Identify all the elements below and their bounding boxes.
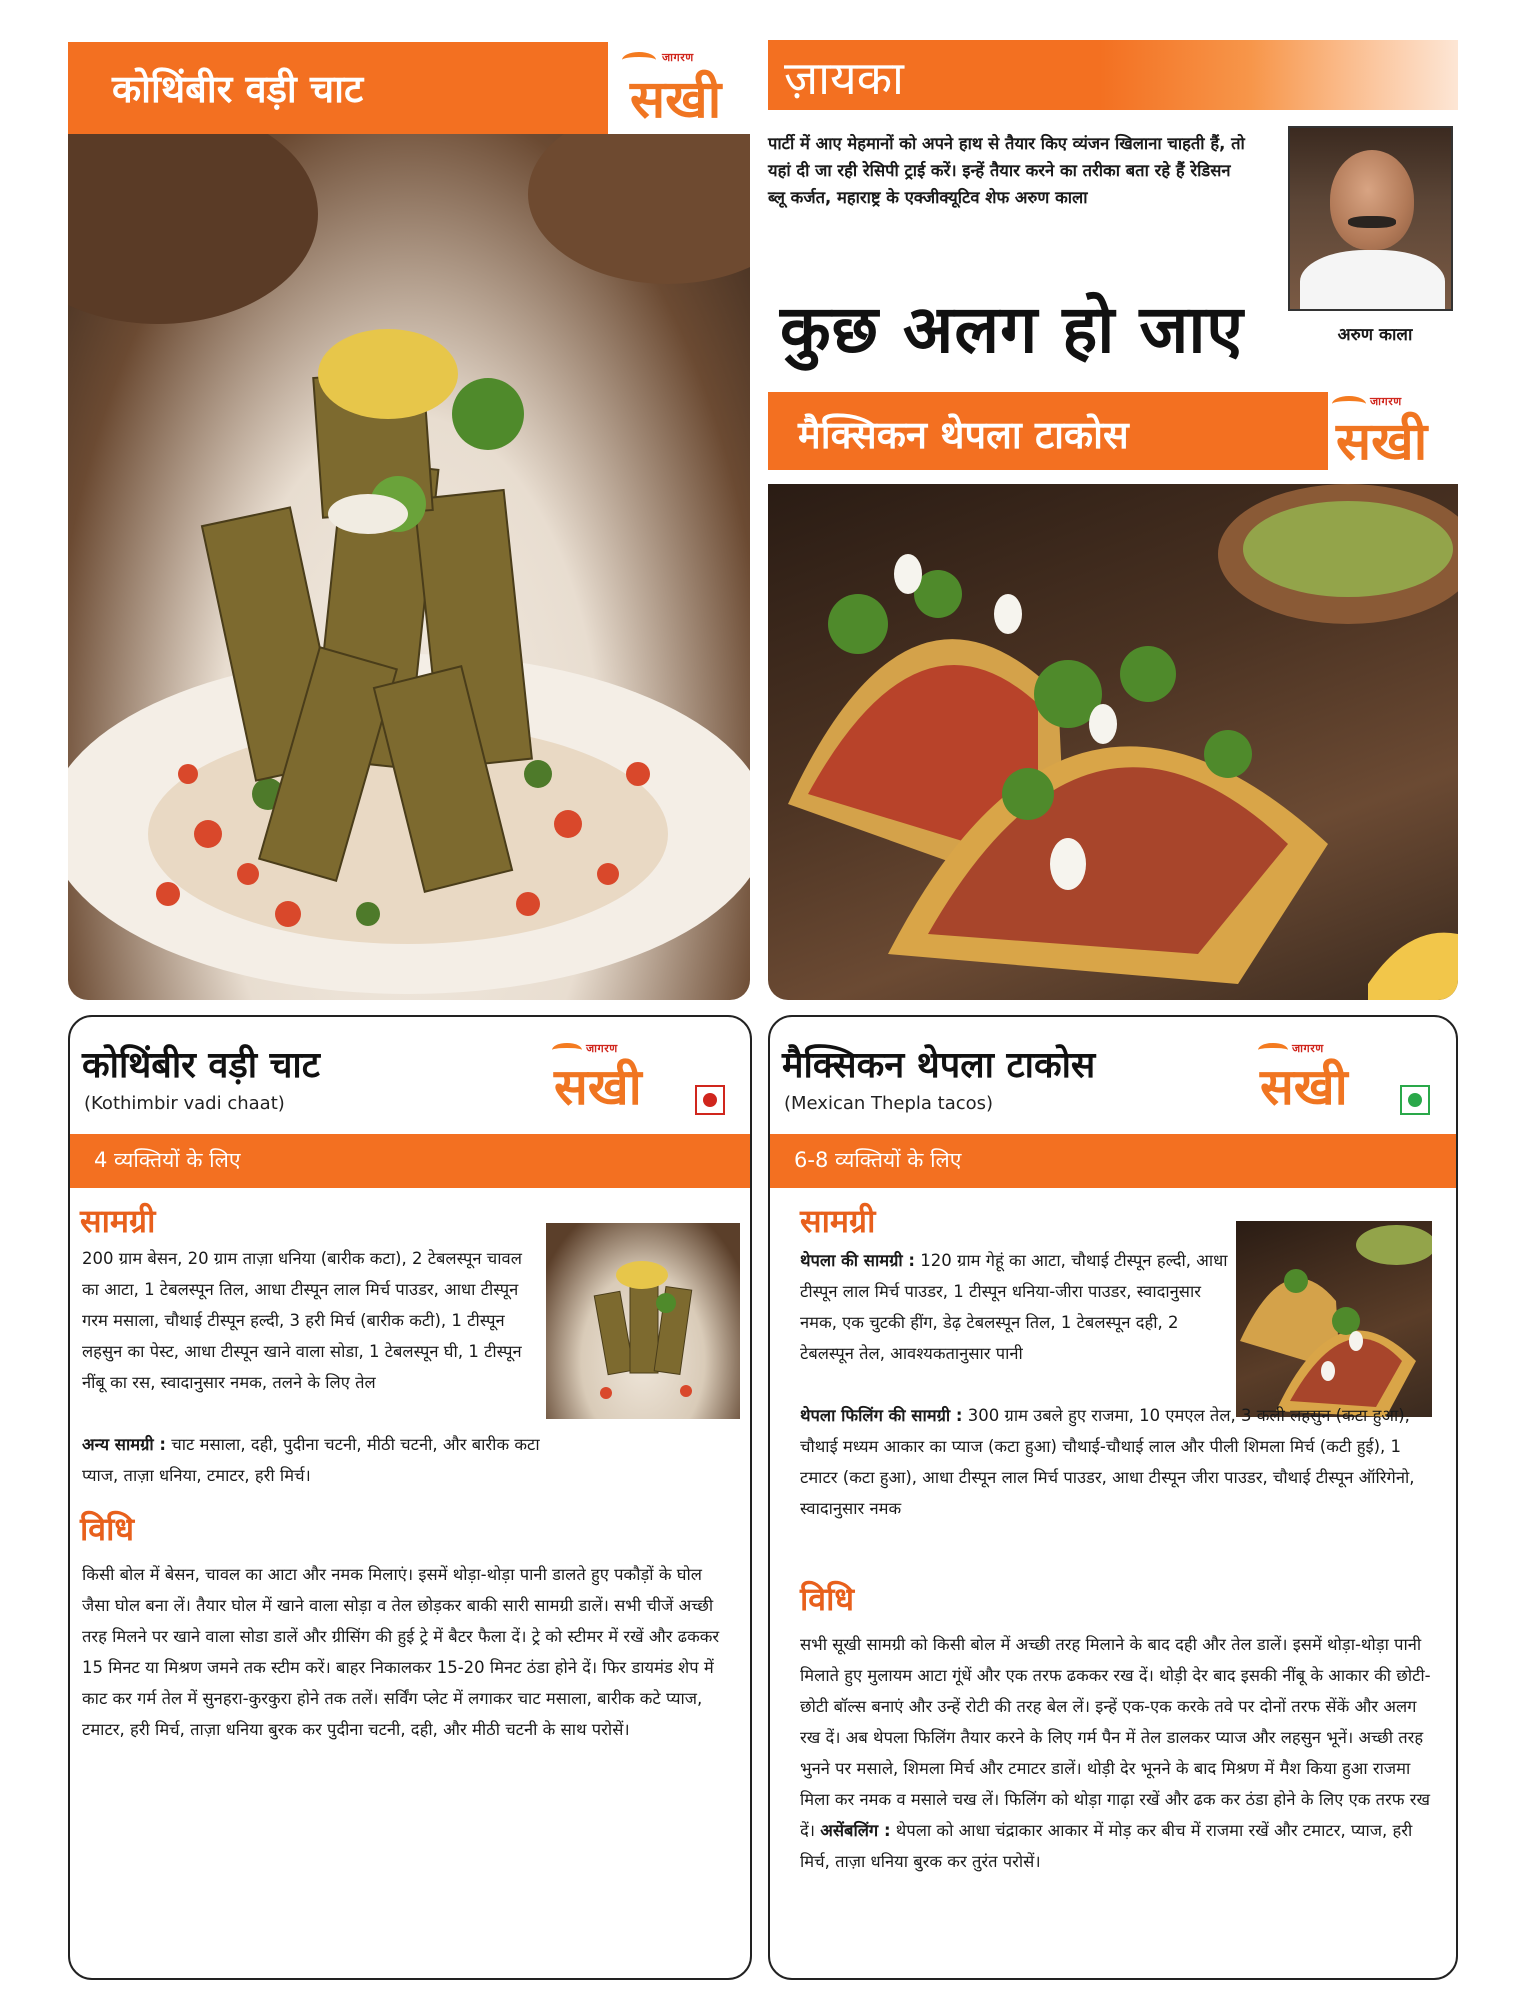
non-veg-mark-icon bbox=[695, 1085, 725, 1115]
serves-bar bbox=[770, 1134, 1456, 1188]
chef-photo bbox=[1288, 126, 1453, 311]
sakhi-logo-mid bbox=[1328, 388, 1458, 474]
other-ingredients-text: चाट मसाला, दही, पुदीना चटनी, मीठी चटनी, और बारीक कटा प्याज, ताज़ा धनिया, टमाटर, हरी मिर्च। bbox=[82, 1435, 540, 1485]
logo-small-text: जागरण bbox=[1370, 395, 1402, 408]
chef-caption: अरुण काला bbox=[1337, 325, 1413, 345]
method-heading: विधि bbox=[800, 1580, 855, 1618]
thepla-label: थेपला की सामग्री : bbox=[800, 1251, 916, 1270]
jaayka-banner bbox=[768, 40, 1458, 110]
filling-text: 300 ग्राम उबले हुए राजमा, 10 एमएल तेल, 3 कली लहसुन (कटा हुआ), चौथाई मध्यम आकार का प्याज (कटा हुआ) चौथाई-चौथाई लाल और पीली शिमला मिर्च (कटी हुई), 1 टमाटर (कटा हुआ), आधा टीस्पून लाल मिर्च पाउडर, आधा टीस्पून जीरा पाउडर, चौथाई टीस्पून ऑरिगेनो, स्वादानुसार नमक bbox=[800, 1406, 1415, 1518]
tacos-photo bbox=[768, 484, 1458, 1000]
other-ingredients-label: अन्य सामग्री : bbox=[82, 1435, 167, 1454]
intro-text: पार्टी में आए मेहमानों को अपने हाथ से तैयार किए व्यंजन खिलाना चाहती हैं, तो यहां दी जा रही रेसिपी ट्राई करें। इन्हें तैयार करने का तरीका बता रहे हैं रेडिसन ब्लू कर्जत, महाराष्ट्र के एक्जीक्यूटिव शेफ अरुण काला bbox=[768, 134, 1245, 207]
filling-label: थेपला फिलिंग की सामग्री : bbox=[800, 1406, 963, 1425]
other-ingredients bbox=[82, 1429, 542, 1491]
jaayka-title: ज़ायका bbox=[784, 51, 904, 105]
mid-banner bbox=[768, 392, 1328, 470]
tacos-thumbnail bbox=[1236, 1221, 1432, 1417]
assembly-label: असेंबलिंग : bbox=[820, 1821, 891, 1840]
sakhi-logo bbox=[612, 42, 752, 134]
recipe-title: मैक्सिकन थेपला टाकोस bbox=[782, 1045, 1096, 1086]
banner-title: कोथिंबीर वड़ी चाट bbox=[112, 67, 364, 111]
method-text bbox=[800, 1629, 1440, 1877]
recipe-subtitle: (Mexican Thepla tacos) bbox=[784, 1093, 994, 1114]
recipe-card-tacos bbox=[768, 1015, 1458, 1980]
ingredients-text: 200 ग्राम बेसन, 20 ग्राम ताज़ा धनिया (बारीक कटा), 2 टेबलस्पून चावल का आटा, 1 टेबलस्पून तिल, आधा टीस्पून लाल मिर्च पाउडर, आधा टीस्पून गरम मसाला, चौथाई टीस्पून हल्दी, 3 हरी मिर्च (बारीक कटी), 1 टीस्पून लहसुन का पेस्ट, आधा टीस्पून खाने वाला सोडा, 1 टेबलस्पून घी, 1 टीस्पून नींबू का रस, स्वादानुसार नमक, तलने के लिए तेल bbox=[82, 1249, 522, 1392]
ingredients-heading: सामग्री bbox=[80, 1202, 156, 1240]
chaat-thumbnail bbox=[546, 1223, 740, 1419]
logo-small-text: जागरण bbox=[586, 1042, 618, 1055]
thepla-ingredients bbox=[800, 1245, 1228, 1369]
ingredients-heading: सामग्री bbox=[800, 1202, 876, 1240]
sakhi-logo-card bbox=[550, 1029, 680, 1125]
logo-small-text: जागरण bbox=[1292, 1042, 1324, 1055]
assembly-text: थेपला को आधा चंद्राकार आकार में मोड़ कर बीच में राजमा रखें और टमाटर, प्याज, हरी मिर्च, ताज़ा धनिया बुरक कर तुरंत परोसें। bbox=[800, 1821, 1413, 1871]
filling-ingredients bbox=[800, 1400, 1440, 1524]
chaat-photo bbox=[68, 134, 750, 1000]
serves-bar bbox=[70, 1134, 750, 1188]
method-text: किसी बोल में बेसन, चावल का आटा और नमक मिलाएं। इसमें थोड़ा-थोड़ा पानी डालते हुए पकौड़ों के घोल जैसा घोल बना लें। तैयार घोल में खाने वाला सोड़ा व तेल छोड़कर बाकी सारी सामग्री डालें। सभी चीजें अच्छी तरह मिलने पर खाने वाला सोडा डालें और ग्रीसिंग की हुई ट्रे में बैटर फैला दें। ट्रे को स्टीमर में रखें और ढककर 15 मिनट या मिश्रण जमने तक स्टीम करें। बाहर निकालकर 15-20 मिनट ठंडा होने दें। फिर डायमंड शेप में काट कर गर्म तेल में सुनहरा-कुरकुरा होने तक तलें। सर्विंग प्लेट में लगाकर चाट मसाला, बारीक कटे प्याज, टमाटर, हरी मिर्च, ताज़ा धनिया बुरक कर पुदीना चटनी, दही, और मीठी चटनी के साथ परोसें। bbox=[82, 1565, 720, 1739]
recipe-card-chaat bbox=[68, 1015, 752, 1980]
serves-text: 6-8 व्यक्तियों के लिए bbox=[794, 1148, 962, 1172]
headline: कुछ अलग हो जाए bbox=[780, 291, 1244, 368]
method-heading: विधि bbox=[80, 1510, 135, 1548]
mid-banner-title: मैक्सिकन थेपला टाकोस bbox=[798, 413, 1129, 457]
logo-text: सखी bbox=[1336, 411, 1428, 472]
serves-text: 4 व्यक्तियों के लिए bbox=[94, 1148, 241, 1172]
recipe-subtitle: (Kothimbir vadi chaat) bbox=[84, 1093, 285, 1114]
recipe-title: कोथिंबीर वड़ी चाट bbox=[82, 1045, 320, 1086]
logo-text: सखी bbox=[630, 69, 722, 130]
thepla-text: 120 ग्राम गेहूं का आटा, चौथाई टीस्पून हल्दी, आधा टीस्पून लाल मिर्च पाउडर, 1 टीस्पून धनिया-जीरा पाउडर, स्वादानुसार नमक, एक चुटकी हींग, डेढ़ टेबलस्पून तिल, 1 टेबलस्पून दही, 2 टेबलस्पून तेल, आवश्यकतानुसार पानी bbox=[800, 1251, 1228, 1363]
sakhi-logo-card bbox=[1256, 1029, 1386, 1125]
logo-small-text: जागरण bbox=[662, 51, 694, 64]
top-left-banner bbox=[68, 42, 608, 134]
logo-text: सखी bbox=[1260, 1057, 1348, 1116]
veg-mark-icon bbox=[1400, 1085, 1430, 1115]
method-text-body: सभी सूखी सामग्री को किसी बोल में अच्छी तरह मिलाने के बाद दही और तेल डालें। इसमें थोड़ा-थोड़ा पानी मिलाते हुए मुलायम आटा गूंधें और एक तरफ ढककर रख दें। थोड़ी देर बाद इसकी नींबू के आकार की छोटी-छोटी बॉल्स बनाएं और उन्हें रोटी की तरह बेल लें। इन्हें एक-एक करके तवे पर दोनों तरफ सेंकें और अलग रख दें। अब थेपला फिलिंग तैयार करने के लिए गर्म पैन में तेल डालकर प्याज और लहसुन भूनें। अच्छी तरह भुनने पर मसाले, शिमला मिर्च और टमाटर डालें। थोड़ी देर भूनने के बाद मिश्रण में मैश किया हुआ राजमा मिला कर नमक व मसाले चख लें। फिलिंग को थोड़ा गाढ़ा रखें और ढक कर ठंडा होने के लिए एक तरफ रख दें। bbox=[800, 1635, 1431, 1840]
logo-text: सखी bbox=[554, 1057, 642, 1116]
